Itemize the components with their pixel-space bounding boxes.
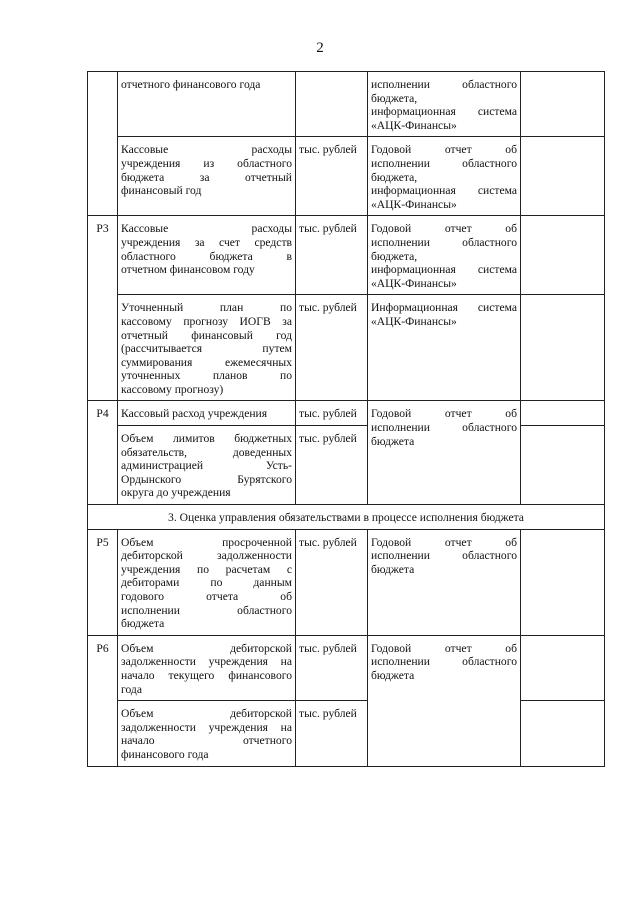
extra-cell [521,295,605,401]
text-line: отчетный финансовый год [121,328,292,342]
indicator-cell [118,137,296,216]
unit-cell: тыс. рублей [296,529,368,635]
unit-cell: тыс. рублей [296,635,368,700]
table-row [88,426,605,505]
text-line: Уточненный план по [121,301,292,315]
text-line: бюджета, [371,91,418,105]
text-line: суммирования ежемесячных [121,355,292,369]
row-code: Р6 [88,635,118,766]
text-line: информационная система [371,184,517,198]
text-line: исполнении областного [371,655,517,669]
extra-cell [521,72,605,137]
text-line: информационная система [371,105,517,119]
text-line: Объем дебиторской [121,707,292,721]
text-line: обязательств, доведенных [121,445,292,459]
row-code: Р4 [88,401,118,505]
text-line: финансового года [121,747,209,761]
text-line: Информационная система [371,301,517,315]
text-line: финансовый год [121,184,202,198]
text-line: «АЦК-Финансы» [371,197,457,211]
unit-cell: тыс. рублей [296,701,368,766]
table-row [88,137,605,216]
text-line: учреждения по расчетам с [121,562,292,576]
source-cell [368,216,521,295]
source-cell [368,295,521,401]
text-line: начало текущего финансового [121,668,292,682]
text-line: бюджета, [371,249,418,263]
indicator-cell [118,635,296,700]
source-cell [368,401,521,505]
text-line: Кассовые расходы [121,143,292,157]
text-line: бюджета, [371,170,418,184]
text-line: Годовой отчет об [371,641,517,655]
source-cell [368,635,521,766]
text-line: бюджета за отчетный [121,170,292,184]
indicator-cell: отчетного финансового года [118,72,296,137]
text-line: бюджета [371,562,415,576]
indicator-table [87,71,605,767]
extra-cell [521,529,605,635]
text-line: областного бюджета в [121,249,292,263]
row-code: Р5 [88,529,118,635]
table-row [88,701,605,766]
text-line: (рассчитывается путем [121,342,292,356]
section-title: 3. Оценка управления обязательствами в процессе исполнения бюджета [88,505,605,530]
text-line: Годовой отчет об [371,222,517,236]
text-line: исполнении областного [371,421,517,435]
unit-cell: тыс. рублей [296,216,368,295]
extra-cell [521,426,605,505]
indicator-cell [118,295,296,401]
text-line: задолженности учреждения на [121,720,292,734]
text-line: администрацией Усть- [121,459,292,473]
unit-cell: тыс. рублей [296,401,368,426]
table-body [88,72,605,767]
text-line: «АЦК-Финансы» [371,314,457,328]
row-code: Р3 [88,216,118,401]
page-number: 2 [316,40,324,56]
text-line: Объем просроченной [121,535,292,549]
table-row [88,295,605,401]
indicator-cell [118,216,296,295]
indicator-cell [118,529,296,635]
text-line: исполнении областного [371,78,517,91]
text-line: задолженности учреждения на [121,655,292,669]
text-line: Кассовые расходы [121,222,292,236]
text-line: информационная система [371,263,517,277]
text-line: начало отчетного [121,734,292,748]
text-line: Годовой отчет об [371,535,517,549]
text-line: кассовому прогнозу ИОГВ за [121,314,292,328]
text-line: Ордынского Бурятского [121,472,292,486]
text-line: Годовой отчет об [371,143,517,157]
text-line: годового отчета об [121,590,292,603]
text-line: бюджета [121,617,165,631]
text-line: Годовой отчет об [371,407,517,421]
extra-cell [521,401,605,426]
text-line: уточненных планов по [121,369,292,383]
text-line: дебиторской задолженности [121,549,292,563]
unit-cell: тыс. рублей [296,426,368,505]
text-line: «АЦК-Финансы» [371,118,457,132]
section-row [88,505,605,530]
table-row [88,401,605,426]
table-row [88,216,605,295]
unit-cell: тыс. рублей [296,137,368,216]
table-row [88,529,605,635]
row-code [88,72,118,216]
text-line: кассовому прогнозу) [121,382,224,396]
text-line: исполнении областного [371,235,517,249]
text-line: отчетном финансовом году [121,263,255,277]
source-cell [368,72,521,137]
indicator-cell [118,701,296,766]
extra-cell [521,701,605,766]
unit-cell: тыс. рублей [296,295,368,401]
text-line: округа до учреждения [121,486,231,500]
text-line: бюджета [371,434,415,448]
indicator-cell: Кассовый расход учреждения [118,401,296,426]
text-line: исполнении областного [121,603,292,617]
extra-cell [521,635,605,700]
text-line: «АЦК-Финансы» [371,276,457,290]
text-line: учреждения из областного [121,156,292,170]
source-cell [368,529,521,635]
text-line: года [121,682,142,696]
text-line: Объем дебиторской [121,641,292,655]
text-line: исполнении областного [371,156,517,170]
text-line: учреждения за счет средств [121,235,292,249]
extra-cell [521,137,605,216]
source-cell [368,137,521,216]
extra-cell [521,216,605,295]
text-line: исполнении областного [371,549,517,563]
text-line: дебиторами по данным [121,576,292,590]
table-row [88,72,605,137]
text-line: бюджета [371,668,415,682]
text-line: Объем лимитов бюджетных [121,432,292,446]
unit-cell [296,72,368,137]
indicator-cell [118,426,296,505]
table-row [88,635,605,700]
